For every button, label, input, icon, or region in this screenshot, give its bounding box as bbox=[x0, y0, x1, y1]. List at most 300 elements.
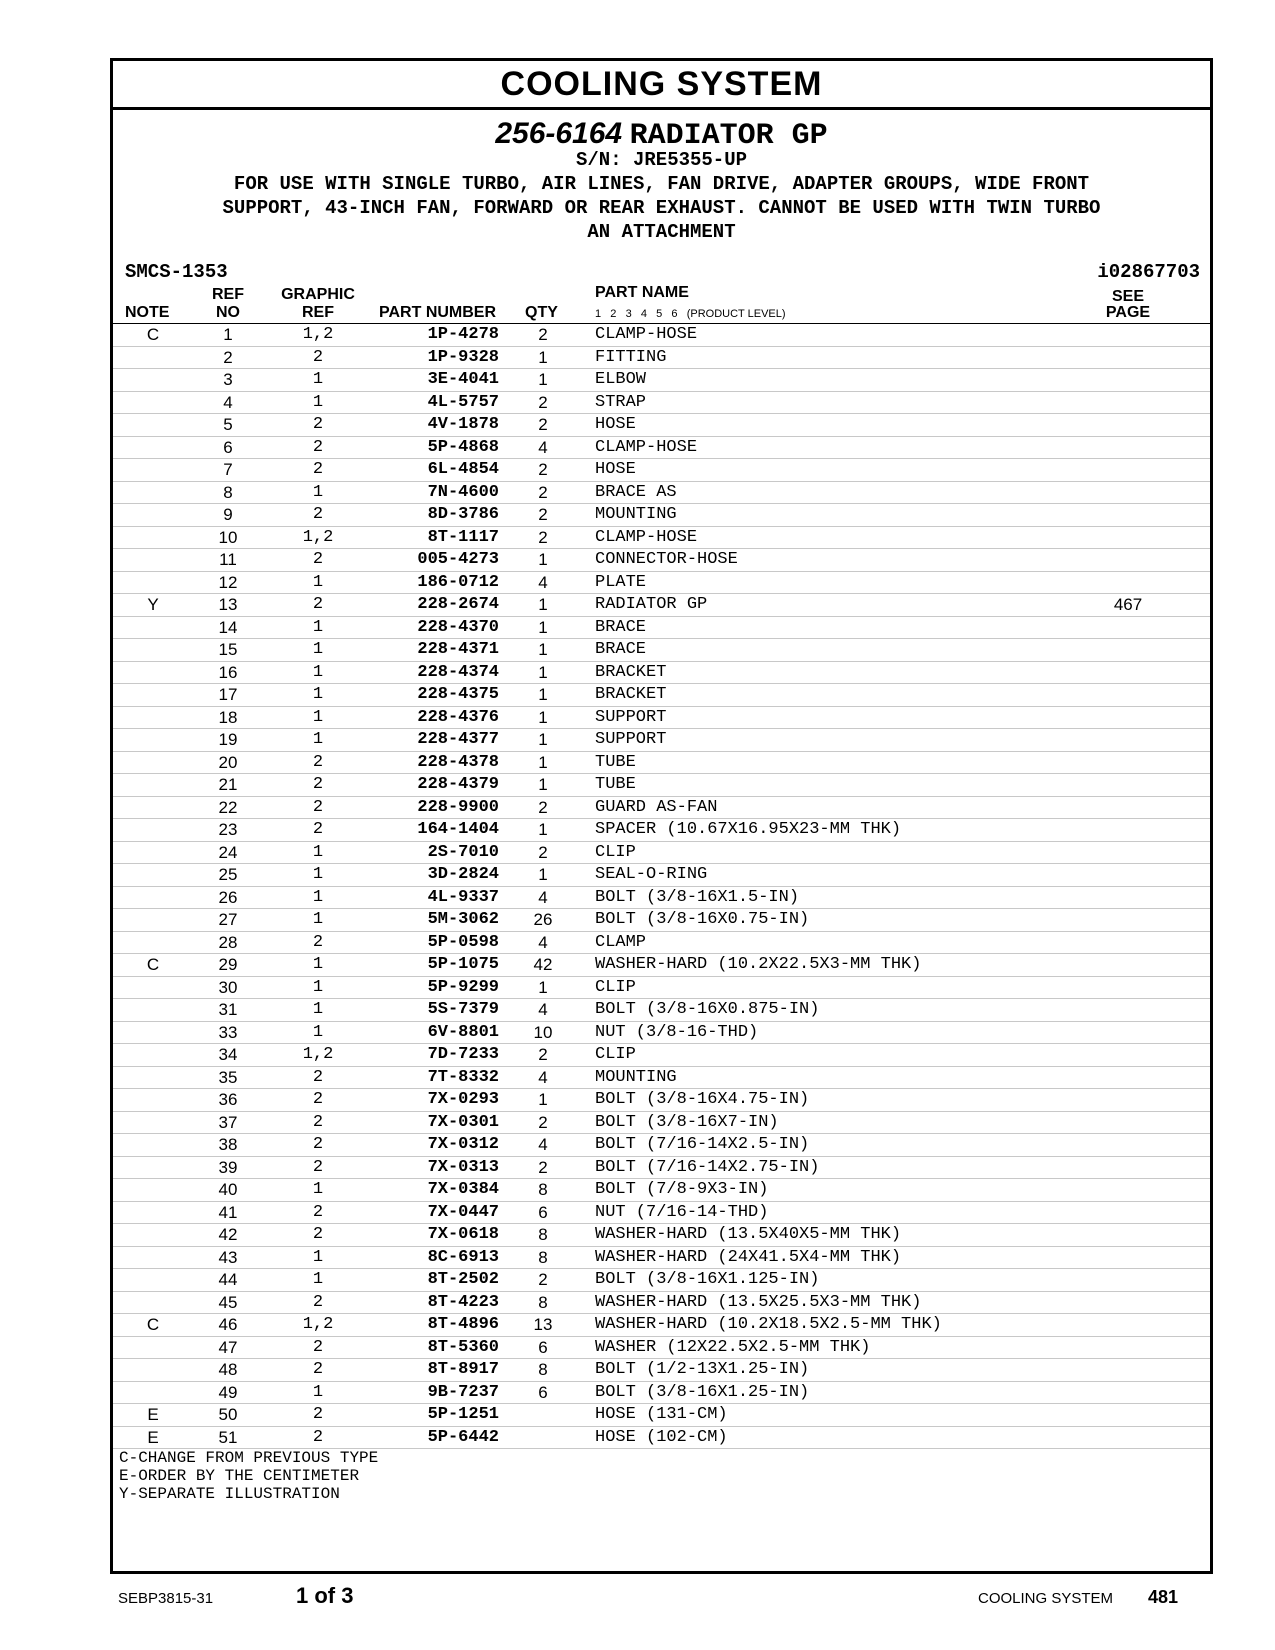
part-number-cell: 7X-0313 bbox=[427, 1157, 499, 1177]
graphic-ref-cell: 2 bbox=[312, 1405, 324, 1424]
part-number-cell: 8T-8917 bbox=[427, 1360, 499, 1379]
ref-no-cell: 39 bbox=[218, 1157, 238, 1177]
graphic-ref-cell: 2 bbox=[312, 347, 324, 367]
ref-no-cell: 48 bbox=[218, 1360, 238, 1379]
table-row bbox=[113, 1314, 1210, 1337]
graphic-ref-cell: 1,2 bbox=[302, 1315, 334, 1334]
graphic-ref-cell: 1 bbox=[312, 685, 324, 704]
part-name-cell: BOLT (7/16-14X2.5-IN) bbox=[595, 1135, 810, 1154]
ref-no-cell: 41 bbox=[218, 1202, 238, 1222]
part-number-cell: 8D-3786 bbox=[427, 505, 499, 524]
graphic-ref-cell: 1 bbox=[312, 1022, 324, 1042]
qty-cell: 1 bbox=[538, 752, 548, 772]
ref-no-cell: 20 bbox=[218, 752, 238, 772]
col-graphic-top: GRAPHIC bbox=[281, 286, 355, 303]
part-name-cell: CLAMP-HOSE bbox=[595, 437, 698, 457]
ref-no-cell: 15 bbox=[218, 640, 238, 659]
graphic-ref-cell: 1 bbox=[312, 842, 324, 862]
part-number-cell: 6L-4854 bbox=[427, 460, 499, 479]
part-number-cell: 7X-0618 bbox=[427, 1225, 499, 1244]
qty-cell: 4 bbox=[538, 437, 548, 457]
qty-cell: 1 bbox=[538, 662, 548, 682]
qty-cell: 2 bbox=[538, 505, 548, 524]
table-row bbox=[113, 707, 1210, 730]
part-number-cell: 228-4376 bbox=[417, 707, 499, 727]
ref-no-cell: 42 bbox=[218, 1225, 238, 1244]
ref-no-cell: 51 bbox=[218, 1427, 238, 1447]
graphic-ref-cell: 2 bbox=[312, 595, 324, 614]
part-number-cell: 228-4374 bbox=[417, 662, 499, 682]
table-row bbox=[113, 1202, 1210, 1225]
ref-no-cell: 46 bbox=[218, 1315, 238, 1334]
part-name-cell: PLATE bbox=[595, 572, 647, 592]
qty-cell: 8 bbox=[538, 1360, 548, 1379]
part-name-cell: SPACER (10.67X16.95X23-MM THK) bbox=[595, 820, 902, 839]
graphic-ref-cell: 1 bbox=[312, 1247, 324, 1267]
graphic-ref-cell: 2 bbox=[312, 1090, 324, 1109]
table-row bbox=[113, 842, 1210, 865]
col-see-top: SEE bbox=[1111, 288, 1144, 305]
part-number-cell: 1P-4278 bbox=[427, 325, 499, 344]
part-name-cell: WASHER-HARD (10.2X18.5X2.5-MM THK) bbox=[595, 1315, 942, 1334]
graphic-ref-cell: 2 bbox=[312, 775, 324, 794]
qty-cell: 1 bbox=[538, 730, 548, 749]
description-line: FOR USE WITH SINGLE TURBO, AIR LINES, FAN DRIVE, ADAPTER GROUPS, WIDE FRONT bbox=[233, 173, 1090, 195]
part-number-cell: 228-4375 bbox=[417, 685, 499, 704]
ref-no-cell: 3 bbox=[223, 370, 233, 389]
part-name-cell: BRACKET bbox=[595, 662, 667, 682]
table-row bbox=[113, 729, 1210, 752]
graphic-ref-cell: 2 bbox=[312, 415, 324, 434]
part-name-cell: MOUNTING bbox=[595, 505, 677, 524]
graphic-ref-cell: 2 bbox=[312, 1225, 324, 1244]
ref-no-cell: 14 bbox=[218, 617, 238, 637]
graphic-ref-cell: 2 bbox=[312, 1427, 324, 1447]
part-number-cell: 228-4377 bbox=[417, 730, 499, 749]
note-cell: E bbox=[147, 1427, 159, 1447]
table-row bbox=[113, 1134, 1210, 1157]
graphic-ref-cell: 1 bbox=[312, 977, 324, 997]
ref-no-cell: 6 bbox=[223, 437, 233, 457]
table-row bbox=[113, 369, 1210, 392]
part-name-cell: CONNECTOR-HOSE bbox=[595, 550, 738, 569]
ref-no-cell: 49 bbox=[218, 1382, 238, 1402]
part-name-cell: WASHER-HARD (24X41.5X4-MM THK) bbox=[595, 1247, 902, 1267]
part-name-cell: FITTING bbox=[595, 347, 667, 367]
qty-cell: 2 bbox=[538, 842, 548, 862]
part-name-cell: HOSE bbox=[595, 415, 636, 434]
table-row bbox=[113, 909, 1210, 932]
part-number-cell: 7D-7233 bbox=[427, 1045, 499, 1064]
qty-cell: 1 bbox=[538, 347, 548, 367]
ref-no-cell: 25 bbox=[218, 865, 238, 884]
part-name-cell: TUBE bbox=[595, 775, 636, 794]
section-title: COOLING SYSTEM bbox=[113, 61, 1210, 110]
part-name-cell: RADIATOR GP bbox=[595, 595, 708, 614]
graphic-ref-cell: 2 bbox=[312, 1112, 324, 1132]
graphic-ref-cell: 2 bbox=[312, 460, 324, 479]
table-row bbox=[113, 932, 1210, 955]
note-cell: C bbox=[146, 1315, 160, 1334]
table-row bbox=[113, 999, 1210, 1022]
table-row bbox=[113, 954, 1210, 977]
table-row bbox=[113, 482, 1210, 505]
note-line: Y-SEPARATE ILLUSTRATION bbox=[119, 1485, 340, 1503]
table-row bbox=[113, 1382, 1210, 1405]
qty-cell: 1 bbox=[538, 550, 548, 569]
graphic-ref-cell: 2 bbox=[312, 820, 324, 839]
qty-cell: 1 bbox=[538, 370, 548, 389]
graphic-ref-cell: 1 bbox=[312, 662, 324, 682]
graphic-ref-cell: 2 bbox=[312, 437, 324, 457]
ref-no-cell: 35 bbox=[218, 1067, 238, 1087]
qty-cell: 1 bbox=[538, 640, 548, 659]
table-row bbox=[113, 1427, 1210, 1450]
graphic-ref-cell: 2 bbox=[312, 797, 324, 817]
ref-no-cell: 33 bbox=[218, 1022, 238, 1042]
part-name-cell: NUT (7/16-14-THD) bbox=[595, 1202, 769, 1222]
qty-cell: 2 bbox=[538, 1112, 548, 1132]
graphic-ref-cell: 1 bbox=[312, 482, 324, 502]
table-row bbox=[113, 347, 1210, 370]
part-name-cell: NUT (3/8-16-THD) bbox=[595, 1022, 759, 1042]
qty-cell: 1 bbox=[538, 617, 548, 637]
part-name-cell: CLAMP bbox=[595, 932, 647, 952]
part-number-cell: 5P-1251 bbox=[427, 1405, 499, 1424]
qty-cell: 13 bbox=[533, 1315, 553, 1334]
table-row bbox=[113, 594, 1210, 617]
graphic-ref-cell: 2 bbox=[312, 1292, 324, 1312]
part-name-cell: CLIP bbox=[595, 1045, 636, 1064]
part-number-cell: 228-9900 bbox=[417, 797, 499, 817]
col-product-level: 1 2 3 4 5 6 (PRODUCT LEVEL) bbox=[595, 308, 786, 320]
parts-table bbox=[113, 324, 1210, 1449]
col-part-number: PART NUMBER bbox=[379, 304, 497, 321]
qty-cell: 1 bbox=[538, 820, 548, 839]
group-heading bbox=[113, 117, 1210, 153]
ref-no-cell: 38 bbox=[218, 1135, 238, 1154]
qty-cell: 1 bbox=[538, 685, 548, 704]
page-number: 481 bbox=[1148, 1587, 1179, 1607]
doc-number: SEBP3815-31 bbox=[118, 1590, 214, 1607]
ref-no-cell: 5 bbox=[223, 415, 233, 434]
qty-cell: 4 bbox=[538, 572, 548, 592]
qty-cell: 2 bbox=[538, 392, 548, 412]
graphic-ref-cell: 1,2 bbox=[302, 527, 334, 547]
col-graphic-bottom: REF bbox=[302, 304, 334, 321]
part-number-cell: 5S-7379 bbox=[427, 1000, 499, 1019]
part-name-cell: CLIP bbox=[595, 842, 636, 862]
table-row bbox=[113, 887, 1210, 910]
part-name-cell: HOSE (131-CM) bbox=[595, 1405, 728, 1424]
graphic-ref-cell: 1 bbox=[312, 730, 324, 749]
part-number-cell: 8T-4223 bbox=[427, 1292, 499, 1312]
table-row bbox=[113, 1179, 1210, 1202]
ref-no-cell: 45 bbox=[218, 1292, 238, 1312]
ref-no-cell: 26 bbox=[218, 887, 238, 907]
table-row bbox=[113, 527, 1210, 550]
description-line: AN ATTACHMENT bbox=[587, 221, 736, 243]
qty-cell: 4 bbox=[538, 1067, 548, 1087]
graphic-ref-cell: 2 bbox=[312, 550, 324, 569]
ref-no-cell: 43 bbox=[218, 1247, 238, 1267]
part-name-cell: BOLT (3/8-16X0.75-IN) bbox=[595, 910, 810, 929]
table-row bbox=[113, 1157, 1210, 1180]
ref-no-cell: 44 bbox=[218, 1270, 238, 1289]
table-row bbox=[113, 1337, 1210, 1360]
graphic-ref-cell: 1 bbox=[312, 1382, 324, 1402]
part-number-cell: 1P-9328 bbox=[427, 347, 499, 367]
col-ref-top: REF bbox=[212, 286, 244, 303]
qty-cell: 8 bbox=[538, 1180, 548, 1199]
ref-no-cell: 24 bbox=[218, 842, 238, 862]
part-number-cell: 228-4371 bbox=[417, 640, 499, 659]
graphic-ref-cell: 1,2 bbox=[302, 325, 334, 344]
graphic-ref-cell: 2 bbox=[312, 752, 324, 772]
table-row bbox=[113, 1224, 1210, 1247]
table-row bbox=[113, 549, 1210, 572]
col-see-bottom: PAGE bbox=[1105, 304, 1151, 321]
table-row bbox=[113, 1067, 1210, 1090]
table-row bbox=[113, 1247, 1210, 1270]
qty-cell: 4 bbox=[538, 1000, 548, 1019]
qty-cell: 6 bbox=[538, 1337, 548, 1357]
ref-no-cell: 37 bbox=[218, 1112, 238, 1132]
qty-cell: 2 bbox=[538, 1045, 548, 1064]
page-of: 1 of 3 bbox=[296, 1583, 354, 1608]
qty-cell: 2 bbox=[538, 1157, 548, 1177]
qty-cell: 8 bbox=[538, 1247, 548, 1267]
part-number-cell: 5M-3062 bbox=[427, 910, 499, 929]
ref-no-cell: 17 bbox=[218, 685, 238, 704]
table-row bbox=[113, 752, 1210, 775]
ref-no-cell: 50 bbox=[218, 1405, 238, 1424]
part-name-cell: BOLT (3/8-16X1.5-IN) bbox=[595, 887, 800, 907]
part-number-cell: 8T-5360 bbox=[427, 1337, 499, 1357]
ref-no-cell: 47 bbox=[218, 1337, 238, 1357]
table-row bbox=[113, 414, 1210, 437]
table-row bbox=[113, 572, 1210, 595]
table-row bbox=[113, 774, 1210, 797]
part-name-cell: SUPPORT bbox=[595, 730, 667, 749]
graphic-ref-cell: 2 bbox=[312, 1360, 324, 1379]
part-number-cell: 7N-4600 bbox=[427, 482, 499, 502]
part-name-cell: MOUNTING bbox=[595, 1067, 677, 1087]
qty-cell: 10 bbox=[533, 1022, 553, 1042]
part-name-cell: BRACE bbox=[595, 640, 647, 659]
qty-cell: 42 bbox=[533, 955, 553, 974]
qty-cell: 26 bbox=[533, 910, 553, 929]
part-name-cell: BOLT (1/2-13X1.25-IN) bbox=[595, 1360, 810, 1379]
note-line: E-ORDER BY THE CENTIMETER bbox=[119, 1467, 360, 1485]
qty-cell: 1 bbox=[538, 1090, 548, 1109]
note-cell: C bbox=[146, 325, 160, 344]
qty-cell: 1 bbox=[538, 595, 548, 614]
table-row bbox=[113, 324, 1210, 347]
part-number-cell: 228-4370 bbox=[417, 617, 499, 637]
ref-no-cell: 28 bbox=[218, 932, 238, 952]
part-name-cell: TUBE bbox=[595, 752, 636, 772]
part-name-cell: CLAMP-HOSE bbox=[595, 527, 698, 547]
graphic-ref-cell: 1 bbox=[312, 617, 324, 637]
part-name-cell: WASHER (12X22.5X2.5-MM THK) bbox=[595, 1337, 871, 1357]
table-row bbox=[113, 864, 1210, 887]
part-number-cell: 5P-0598 bbox=[427, 932, 499, 952]
smcs-code: SMCS-1353 bbox=[125, 261, 228, 283]
ref-no-cell: 2 bbox=[223, 347, 233, 367]
part-number-cell: 5P-9299 bbox=[427, 977, 499, 997]
col-part-name: PART NAME bbox=[595, 284, 689, 301]
qty-cell: 2 bbox=[538, 1270, 548, 1289]
ref-no-cell: 21 bbox=[218, 775, 238, 794]
note-cell: E bbox=[147, 1405, 159, 1424]
graphic-ref-cell: 1 bbox=[312, 1270, 324, 1289]
ref-no-cell: 29 bbox=[218, 955, 238, 974]
graphic-ref-cell: 1 bbox=[312, 1180, 324, 1199]
note-cell: C bbox=[146, 955, 160, 974]
ref-no-cell: 36 bbox=[218, 1090, 238, 1109]
ref-no-cell: 1 bbox=[223, 325, 233, 344]
table-row bbox=[113, 639, 1210, 662]
ref-no-cell: 22 bbox=[218, 797, 238, 817]
ref-no-cell: 4 bbox=[223, 392, 233, 412]
table-row bbox=[113, 1112, 1210, 1135]
qty-cell: 6 bbox=[538, 1382, 548, 1402]
graphic-ref-cell: 2 bbox=[312, 1202, 324, 1222]
part-number-cell: 5P-4868 bbox=[427, 437, 499, 457]
graphic-ref-cell: 1 bbox=[312, 1000, 324, 1019]
part-number-cell: 4L-9337 bbox=[427, 887, 499, 907]
ref-no-cell: 30 bbox=[218, 977, 238, 997]
graphic-ref-cell: 2 bbox=[312, 1157, 324, 1177]
ref-no-cell: 34 bbox=[218, 1045, 238, 1064]
part-name-cell: HOSE bbox=[595, 460, 636, 479]
part-number-cell: 8C-6913 bbox=[427, 1247, 499, 1267]
note-cell: Y bbox=[147, 595, 159, 614]
graphic-ref-cell: 1 bbox=[312, 392, 324, 412]
part-name-cell: BRACE bbox=[595, 617, 647, 637]
graphic-ref-cell: 1,2 bbox=[302, 1045, 334, 1064]
part-name-cell: CLAMP-HOSE bbox=[595, 325, 698, 344]
part-number-cell: 228-4379 bbox=[417, 775, 499, 794]
part-name-cell: BOLT (3/8-16X1.125-IN) bbox=[595, 1270, 820, 1289]
table-row bbox=[113, 1404, 1210, 1427]
table-row bbox=[113, 392, 1210, 415]
graphic-ref-cell: 1 bbox=[312, 955, 324, 974]
part-name-cell: BOLT (7/8-9X3-IN) bbox=[595, 1180, 769, 1199]
description-line: SUPPORT, 43-INCH FAN, FORWARD OR REAR EXHAUST. CANNOT BE USED WITH TWIN TURBO bbox=[222, 197, 1101, 219]
ref-no-cell: 31 bbox=[218, 1000, 238, 1019]
qty-cell: 1 bbox=[538, 865, 548, 884]
part-name-cell: HOSE (102-CM) bbox=[595, 1427, 728, 1447]
part-name-cell: GUARD AS-FAN bbox=[595, 797, 718, 817]
part-name-cell: STRAP bbox=[595, 392, 647, 412]
part-name-cell: BOLT (3/8-16X4.75-IN) bbox=[595, 1090, 810, 1109]
col-note: NOTE bbox=[125, 304, 170, 321]
part-number-cell: 228-4378 bbox=[417, 752, 499, 772]
part-name-cell: SUPPORT bbox=[595, 707, 667, 727]
part-name-cell: BRACE AS bbox=[595, 482, 677, 502]
graphic-ref-cell: 1 bbox=[312, 370, 324, 389]
qty-cell: 8 bbox=[538, 1225, 548, 1244]
part-number-cell: 7X-0301 bbox=[427, 1112, 499, 1132]
table-row bbox=[113, 1359, 1210, 1382]
part-number-cell: 164-1404 bbox=[417, 820, 499, 839]
ref-no-cell: 11 bbox=[219, 550, 237, 569]
qty-cell: 2 bbox=[538, 482, 548, 502]
page-frame bbox=[110, 58, 1213, 1574]
graphic-ref-cell: 2 bbox=[312, 1067, 324, 1087]
qty-cell: 2 bbox=[538, 460, 548, 479]
part-number-cell: 5P-6442 bbox=[427, 1427, 499, 1447]
graphic-ref-cell: 2 bbox=[312, 1337, 324, 1357]
col-ref-bottom: NO bbox=[216, 304, 240, 321]
document-ident: i02867703 bbox=[1097, 261, 1200, 283]
part-name-cell: WASHER-HARD (10.2X22.5X3-MM THK) bbox=[595, 955, 922, 974]
part-number-cell: 3D-2824 bbox=[427, 865, 499, 884]
see-page-cell: 467 bbox=[1113, 595, 1143, 614]
part-number-cell: 7X-0447 bbox=[427, 1202, 499, 1222]
part-name-cell: WASHER-HARD (13.5X25.5X3-MM THK) bbox=[595, 1292, 922, 1312]
table-row bbox=[113, 662, 1210, 685]
part-name-cell: SEAL-O-RING bbox=[595, 865, 708, 884]
ref-no-cell: 19 bbox=[218, 730, 238, 749]
ref-no-cell: 10 bbox=[218, 527, 238, 547]
qty-cell: 4 bbox=[538, 887, 548, 907]
graphic-ref-cell: 1 bbox=[312, 572, 324, 592]
graphic-ref-cell: 1 bbox=[312, 865, 324, 884]
ref-no-cell: 27 bbox=[218, 910, 238, 929]
graphic-ref-cell: 1 bbox=[312, 887, 324, 907]
table-row bbox=[113, 1044, 1210, 1067]
qty-cell: 6 bbox=[538, 1202, 548, 1222]
part-name-cell: BOLT (3/8-16X1.25-IN) bbox=[595, 1382, 810, 1402]
graphic-ref-cell: 2 bbox=[312, 505, 324, 524]
part-name-cell: WASHER-HARD (13.5X40X5-MM THK) bbox=[595, 1225, 902, 1244]
part-number-cell: 7X-0312 bbox=[427, 1135, 499, 1154]
table-row bbox=[113, 977, 1210, 1000]
graphic-ref-cell: 1 bbox=[312, 910, 324, 929]
part-name-cell: BRACKET bbox=[595, 685, 667, 704]
part-number-cell: 005-4273 bbox=[417, 550, 499, 569]
part-number-cell: 8T-4896 bbox=[427, 1315, 499, 1334]
part-number-cell: 4L-5757 bbox=[427, 392, 499, 412]
part-name-cell: CLIP bbox=[595, 977, 636, 997]
qty-cell: 2 bbox=[538, 527, 548, 547]
part-number-cell: 7X-0293 bbox=[427, 1090, 499, 1109]
part-number-cell: 228-2674 bbox=[417, 595, 499, 614]
table-row bbox=[113, 437, 1210, 460]
ref-no-cell: 40 bbox=[218, 1180, 238, 1199]
table-row bbox=[113, 504, 1210, 527]
part-name-cell: BOLT (3/8-16X7-IN) bbox=[595, 1112, 779, 1132]
part-number-cell: 8T-1117 bbox=[427, 527, 499, 547]
group-number: 256-6164 bbox=[495, 117, 623, 150]
ref-no-cell: 23 bbox=[218, 820, 238, 839]
footer-section: COOLING SYSTEM bbox=[978, 1590, 1114, 1607]
qty-cell: 8 bbox=[538, 1292, 548, 1312]
qty-cell: 1 bbox=[538, 707, 548, 727]
qty-cell: 2 bbox=[538, 325, 548, 344]
ref-no-cell: 7 bbox=[223, 460, 233, 479]
col-qty: QTY bbox=[525, 304, 558, 321]
part-number-cell: 2S-7010 bbox=[427, 842, 499, 862]
qty-cell: 2 bbox=[538, 415, 548, 434]
part-name-cell: BOLT (7/16-14X2.75-IN) bbox=[595, 1157, 820, 1177]
table-row bbox=[113, 459, 1210, 482]
qty-cell: 4 bbox=[538, 932, 548, 952]
table-row bbox=[113, 1089, 1210, 1112]
